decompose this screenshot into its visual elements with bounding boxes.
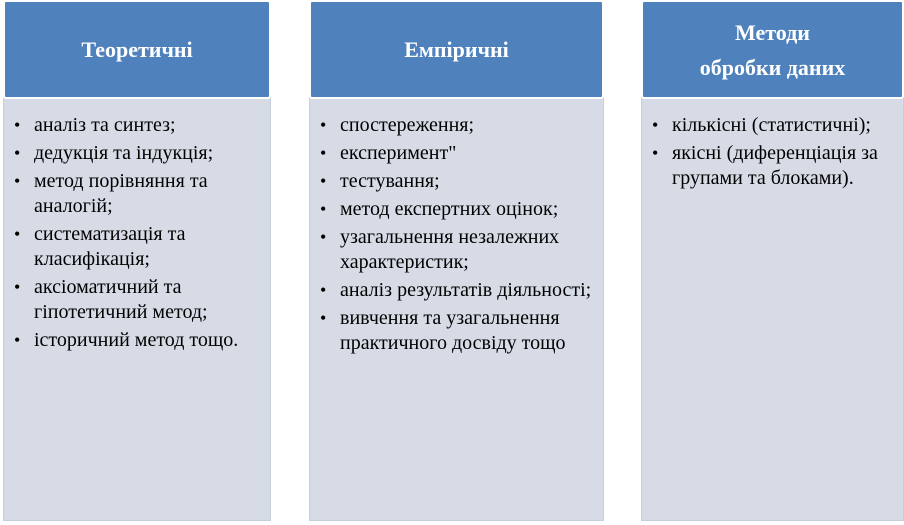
bullet-dot-icon: • bbox=[320, 171, 327, 191]
list-item-text: тестування; bbox=[340, 170, 440, 192]
list-item-text: метод порівняння та аналогій; bbox=[34, 170, 208, 217]
bullet-dot-icon: • bbox=[320, 280, 327, 300]
list-item-text: вивчення та узагальнення практичного досвіду тощо bbox=[340, 307, 566, 354]
list-item bbox=[3, 113, 271, 138]
list-item bbox=[3, 169, 271, 219]
list-item bbox=[309, 225, 604, 275]
bullet-dot-icon: • bbox=[320, 143, 327, 163]
bullet-dot-icon: • bbox=[14, 115, 21, 135]
bullet-dot-icon: • bbox=[320, 115, 327, 135]
list-item bbox=[309, 113, 604, 138]
list-item-text: аксіоматичний та гіпотетичний метод; bbox=[34, 276, 208, 323]
list-item bbox=[641, 113, 904, 138]
bullet-dot-icon: • bbox=[320, 199, 327, 219]
list-item-text: спостереження; bbox=[340, 114, 475, 136]
column-title: Методи обробки даних bbox=[699, 19, 846, 80]
list-item-text: систематизація та класифікація; bbox=[34, 223, 186, 270]
column-header bbox=[641, 0, 904, 99]
list-item-text: якісні (диференціація за групами та блоками). bbox=[672, 142, 878, 189]
list-item bbox=[3, 328, 271, 353]
bullet-dot-icon: • bbox=[652, 143, 659, 163]
list-item-text: дедукція та індукція; bbox=[34, 142, 214, 164]
list-item-text: метод експертних оцінок; bbox=[340, 198, 559, 220]
list-item bbox=[309, 197, 604, 222]
list-item bbox=[309, 141, 604, 166]
bullet-dot-icon: • bbox=[320, 227, 327, 247]
column-header bbox=[3, 0, 271, 99]
list-item-text: кількісні (статистичні); bbox=[672, 114, 871, 136]
bullet-dot-icon: • bbox=[14, 143, 21, 163]
list-item bbox=[309, 306, 604, 356]
bullet-dot-icon: • bbox=[14, 171, 21, 191]
bullet-dot-icon: • bbox=[14, 224, 21, 244]
list-item bbox=[3, 275, 271, 325]
list-item-text: аналіз результатів діяльності; bbox=[340, 279, 592, 301]
column-title: Емпіричні bbox=[404, 37, 509, 62]
bullet-dot-icon: • bbox=[320, 308, 327, 328]
column-header bbox=[309, 0, 604, 99]
list-item bbox=[3, 141, 271, 166]
list-item bbox=[309, 278, 604, 303]
bullet-dot-icon: • bbox=[14, 330, 21, 350]
list-item-text: історичний метод тощо. bbox=[34, 329, 239, 351]
list-item-text: експеримент" bbox=[340, 142, 457, 164]
bullet-dot-icon: • bbox=[14, 277, 21, 297]
method-list bbox=[641, 113, 904, 194]
bullet-dot-icon: • bbox=[652, 115, 659, 135]
list-item-text: аналіз та синтез; bbox=[34, 114, 176, 136]
list-item bbox=[3, 222, 271, 272]
list-item bbox=[641, 141, 904, 191]
list-item bbox=[309, 169, 604, 194]
column-title: Теоретичні bbox=[81, 37, 193, 62]
method-list bbox=[3, 113, 271, 356]
method-list bbox=[309, 113, 604, 359]
list-item-text: узагальнення незалежних характеристик; bbox=[340, 226, 560, 273]
